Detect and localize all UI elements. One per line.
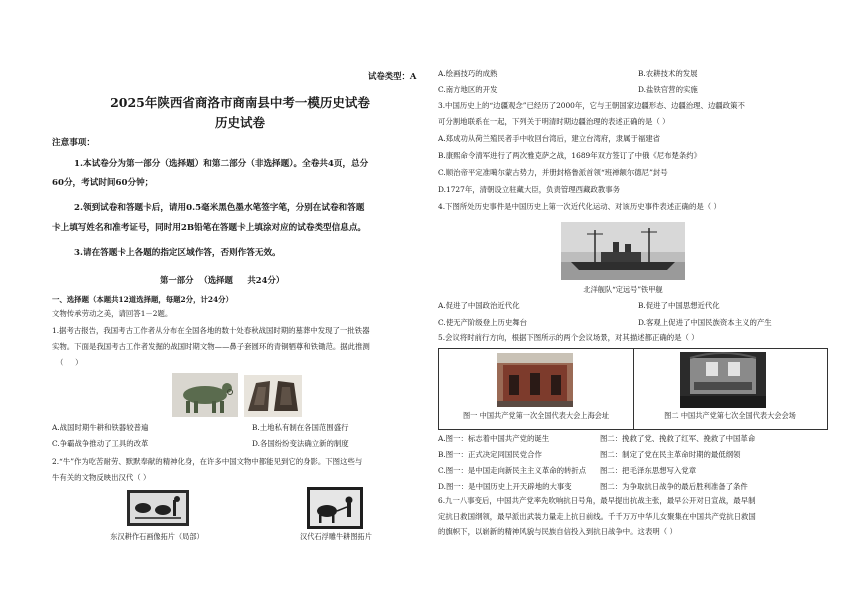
q5-option-a-fig2: 图二：挽救了党、挽救了红军、挽救了中国革命 xyxy=(600,434,756,443)
q2-option-b: B.农耕技术的发展 xyxy=(638,69,698,78)
q5-line: 5.会议将时前行方向，根据下图所示的两个会议场景，对其描述都正确的是（ ） xyxy=(438,333,699,342)
paper-type-label: 试卷类型：A xyxy=(368,71,417,81)
q1-option-d: D.各国纷纷变法确立新的制度 xyxy=(252,439,349,448)
paper-subtitle: 历史试卷 xyxy=(214,115,265,130)
section-intro: 文物传承劳动之美，请回答1－2题。 xyxy=(52,309,173,318)
q3-option-c: C.顺治帝平定准噶尔蒙古势力，并册封格鲁派首领“班禅额尔德尼”封号 xyxy=(438,168,668,177)
q1-line-2: 实物。下面是我国考古工作者发掘的战国时期文物——鼻子套圆环的青铜牺尊和铁锄范。据此推测 xyxy=(52,342,370,351)
q1-line-3: （ ） xyxy=(56,358,83,367)
q5-option-d-fig1: D.图一：是中国历史上开天辟地的大事变 xyxy=(438,482,572,491)
notice-line-1: 1.本试卷分为第一部分（选择题）和第二部分（非选择题）。全卷共4页，总分 xyxy=(74,159,369,169)
q4-caption: 北洋舰队“定远号”铁甲舰 xyxy=(583,285,663,294)
q4-option-d: D.客观上促进了中国民族资本主义的产生 xyxy=(638,318,772,327)
q5-option-d-fig2: 图二：为争取抗日战争的最后胜利准备了条件 xyxy=(600,482,748,491)
han-relief-plowing-image xyxy=(307,487,363,529)
q5-option-c-fig1: C.图一：是中国走向新民主主义革命的转折点 xyxy=(438,466,587,475)
q5-caption-2: 图二 中国共产党第七次全国代表大会会场 xyxy=(664,411,796,420)
q2-line-2: 牛有关的文物反映出汉代（ ） xyxy=(52,473,151,482)
q1-line-1: 1.据考古报告，我国考古工作者从分布在全国各地的数十处春秋战国时期的墓葬中发现了一批铁器 xyxy=(52,326,370,335)
eastern-han-rubbing-image xyxy=(127,490,189,526)
q5-caption-1: 图一 中国共产党第一次全国代表大会上海会址 xyxy=(462,411,610,420)
q4-option-c: C.使无产阶级登上历史舞台 xyxy=(438,318,528,327)
first-congress-site-image xyxy=(497,353,573,407)
q2-option-a: A.绘画技巧的成熟 xyxy=(438,69,498,78)
notice-line-5: 3.请在答题卡上各题的指定区域作答，否则作答无效。 xyxy=(74,248,281,258)
bronze-ox-vessel-image xyxy=(172,373,238,417)
paper-title: 2025年陕西省商洛市商南县中考一模历史试卷 xyxy=(110,95,370,110)
q4-option-b: B.促进了中国思想近代化 xyxy=(638,301,720,310)
q6-line-3: 的旗帜下，以崭新的精神风貌与民族自信投入到抗日战争中。这表明（ ） xyxy=(438,527,677,536)
q3-line-2: 可分割地联系在一起，下列关于明清时期边疆治理的表述正确的是（ ） xyxy=(438,117,670,126)
q1-option-c: C.争霸战争推动了工具的改革 xyxy=(52,439,149,448)
q4-line: 4.下图所处历史事件是中国历史上第一次近代化运动、对该历史事件表述正确的是（ ） xyxy=(438,202,721,211)
q3-line-1: 3.中国历史上的“边疆观念”已经历了2000年，它与王朝国家边疆形态、边疆治理、边疆政策不 xyxy=(438,101,745,110)
q4-option-a: A.促进了中国政治近代化 xyxy=(438,301,520,310)
part1-heading: 第一部分 （选择题 共24分） xyxy=(160,275,285,285)
q5-option-b-fig1: B.图一：正式决定同国民党合作 xyxy=(438,450,542,459)
section-heading: 一、选择题（本题共12道选择题，每题2分，计24分） xyxy=(52,295,233,304)
q2-line-1: 2.“牛”作为吃苦耐劳、默默奉献的精神化身，在许多中国文物中都能见到它的身影。下图这些与 xyxy=(52,457,363,466)
q2-option-d: D.盐铁官营的实施 xyxy=(638,85,698,94)
notice-heading: 注意事项： xyxy=(52,138,95,148)
q3-option-d: D.1727年，清朝设立驻藏大臣，负责管理西藏政教事务 xyxy=(438,185,621,194)
dingyuan-battleship-image xyxy=(561,222,685,280)
q5-option-c-fig2: 图二：把毛泽东思想写入党章 xyxy=(600,466,697,475)
q2-caption-1: 东汉耕作石画像拓片（局部） xyxy=(110,532,204,541)
notice-line-4: 卡上填写姓名和准考证号，同时用2B铅笔在答题卡上填涂对应的试卷类型信息点。 xyxy=(52,223,367,233)
q3-option-b: B.康熙命令清军进行了两次雅克萨之战，1689年双方签订了中俄《尼布楚条约》 xyxy=(438,151,702,160)
q3-option-a: A.郑成功从荷兰殖民者手中收回台湾后，建立台湾府，隶属于福建省 xyxy=(438,134,661,143)
q2-caption-2: 汉代石浮雕牛耕图拓片 xyxy=(300,532,372,541)
seventh-congress-hall-image xyxy=(680,352,766,408)
q5-option-a-fig1: A.图一：标志着中国共产党的诞生 xyxy=(438,434,550,443)
q1-option-b: B.土地私有制在各国范围盛行 xyxy=(252,423,349,432)
q5-option-b-fig2: 图二：制定了党在民主革命时期的最低纲领 xyxy=(600,450,741,459)
notice-line-3: 2.领到试卷和答题卡后，请用0.5毫米黑色墨水笔签字笔，分别在试卷和答题 xyxy=(74,203,365,213)
q2-option-c: C.南方地区的开发 xyxy=(438,85,498,94)
q6-line-2: 定抗日救国纲领，最早派出武装力量走上抗日前线。千千万万中华儿女聚集在中国共产党抗日救国 xyxy=(438,512,756,521)
q6-line-1: 6.九一八事变后，中国共产党率先吹响抗日号角，最早提出抗战主张，最早公开对日宣战，最早制 xyxy=(438,496,756,505)
q1-option-a: A.战国时期牛耕和铁器较普遍 xyxy=(52,423,149,432)
notice-line-2: 60分，考试时间60分钟； xyxy=(52,178,154,188)
iron-hoe-mold-image xyxy=(244,375,302,417)
